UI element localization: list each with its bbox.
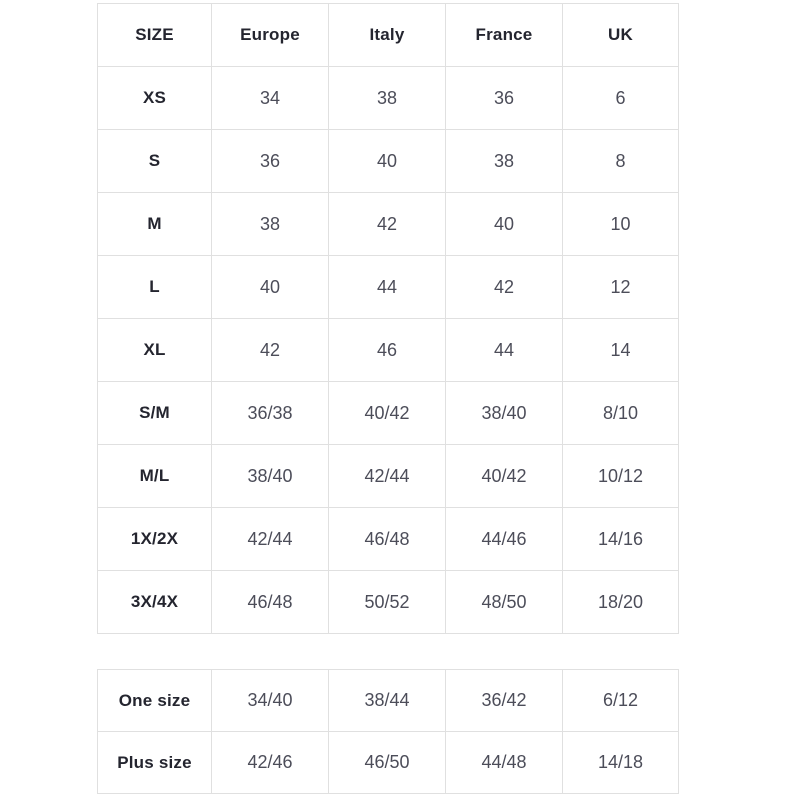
- table-row-xs: [98, 67, 679, 130]
- value-cell: 6: [563, 67, 679, 130]
- column-header-italy: Italy: [329, 4, 446, 67]
- value-cell: 40/42: [446, 445, 563, 508]
- row-label-cell: M: [98, 193, 212, 256]
- value-cell: 38: [212, 193, 329, 256]
- value-cell: 42/46: [212, 732, 329, 794]
- column-header-size: SIZE: [98, 4, 212, 67]
- column-header-europe: Europe: [212, 4, 329, 67]
- value-cell: 50/52: [329, 571, 446, 634]
- row-label-cell: 1X/2X: [98, 508, 212, 571]
- row-label-cell: M/L: [98, 445, 212, 508]
- row-label-cell: One size: [98, 670, 212, 732]
- value-cell: 46/48: [329, 508, 446, 571]
- value-cell: 36/42: [446, 670, 563, 732]
- value-cell: 18/20: [563, 571, 679, 634]
- value-cell: 46/48: [212, 571, 329, 634]
- value-cell: 44: [329, 256, 446, 319]
- table-row-plus-size: [98, 732, 679, 794]
- value-cell: 10/12: [563, 445, 679, 508]
- value-cell: 6/12: [563, 670, 679, 732]
- value-cell: 36: [212, 130, 329, 193]
- row-label-cell: L: [98, 256, 212, 319]
- value-cell: 38: [329, 67, 446, 130]
- value-cell: 44: [446, 319, 563, 382]
- value-cell: 40: [212, 256, 329, 319]
- table-row-l: [98, 256, 679, 319]
- row-label-cell: S/M: [98, 382, 212, 445]
- table-row-s: [98, 130, 679, 193]
- row-label-cell: 3X/4X: [98, 571, 212, 634]
- value-cell: 42: [329, 193, 446, 256]
- value-cell: 38/40: [212, 445, 329, 508]
- row-label-cell: Plus size: [98, 732, 212, 794]
- value-cell: 42/44: [329, 445, 446, 508]
- value-cell: 12: [563, 256, 679, 319]
- column-header-uk: UK: [563, 4, 679, 67]
- table-row-m: [98, 193, 679, 256]
- row-label-cell: S: [98, 130, 212, 193]
- table-row-xl: [98, 319, 679, 382]
- value-cell: 42: [212, 319, 329, 382]
- value-cell: 46/50: [329, 732, 446, 794]
- header-row: [98, 4, 679, 67]
- value-cell: 40: [446, 193, 563, 256]
- value-cell: 44/48: [446, 732, 563, 794]
- value-cell: 36: [446, 67, 563, 130]
- value-cell: 42: [446, 256, 563, 319]
- value-cell: 8/10: [563, 382, 679, 445]
- value-cell: 36/38: [212, 382, 329, 445]
- value-cell: 46: [329, 319, 446, 382]
- value-cell: 14/18: [563, 732, 679, 794]
- table-row-sm: [98, 382, 679, 445]
- table-row-ml: [98, 445, 679, 508]
- table-row-one-size: [98, 670, 679, 732]
- value-cell: 44/46: [446, 508, 563, 571]
- value-cell: 14: [563, 319, 679, 382]
- table-row-3x4x: [98, 571, 679, 634]
- value-cell: 14/16: [563, 508, 679, 571]
- size-conversion-table: [97, 3, 679, 634]
- value-cell: 40: [329, 130, 446, 193]
- value-cell: 8: [563, 130, 679, 193]
- row-label-cell: XL: [98, 319, 212, 382]
- value-cell: 48/50: [446, 571, 563, 634]
- value-cell: 34/40: [212, 670, 329, 732]
- value-cell: 38/40: [446, 382, 563, 445]
- special-sizes-table: [97, 669, 679, 794]
- row-label-cell: XS: [98, 67, 212, 130]
- value-cell: 38/44: [329, 670, 446, 732]
- value-cell: 34: [212, 67, 329, 130]
- value-cell: 40/42: [329, 382, 446, 445]
- value-cell: 10: [563, 193, 679, 256]
- value-cell: 42/44: [212, 508, 329, 571]
- table-row-1x2x: [98, 508, 679, 571]
- column-header-france: France: [446, 4, 563, 67]
- value-cell: 38: [446, 130, 563, 193]
